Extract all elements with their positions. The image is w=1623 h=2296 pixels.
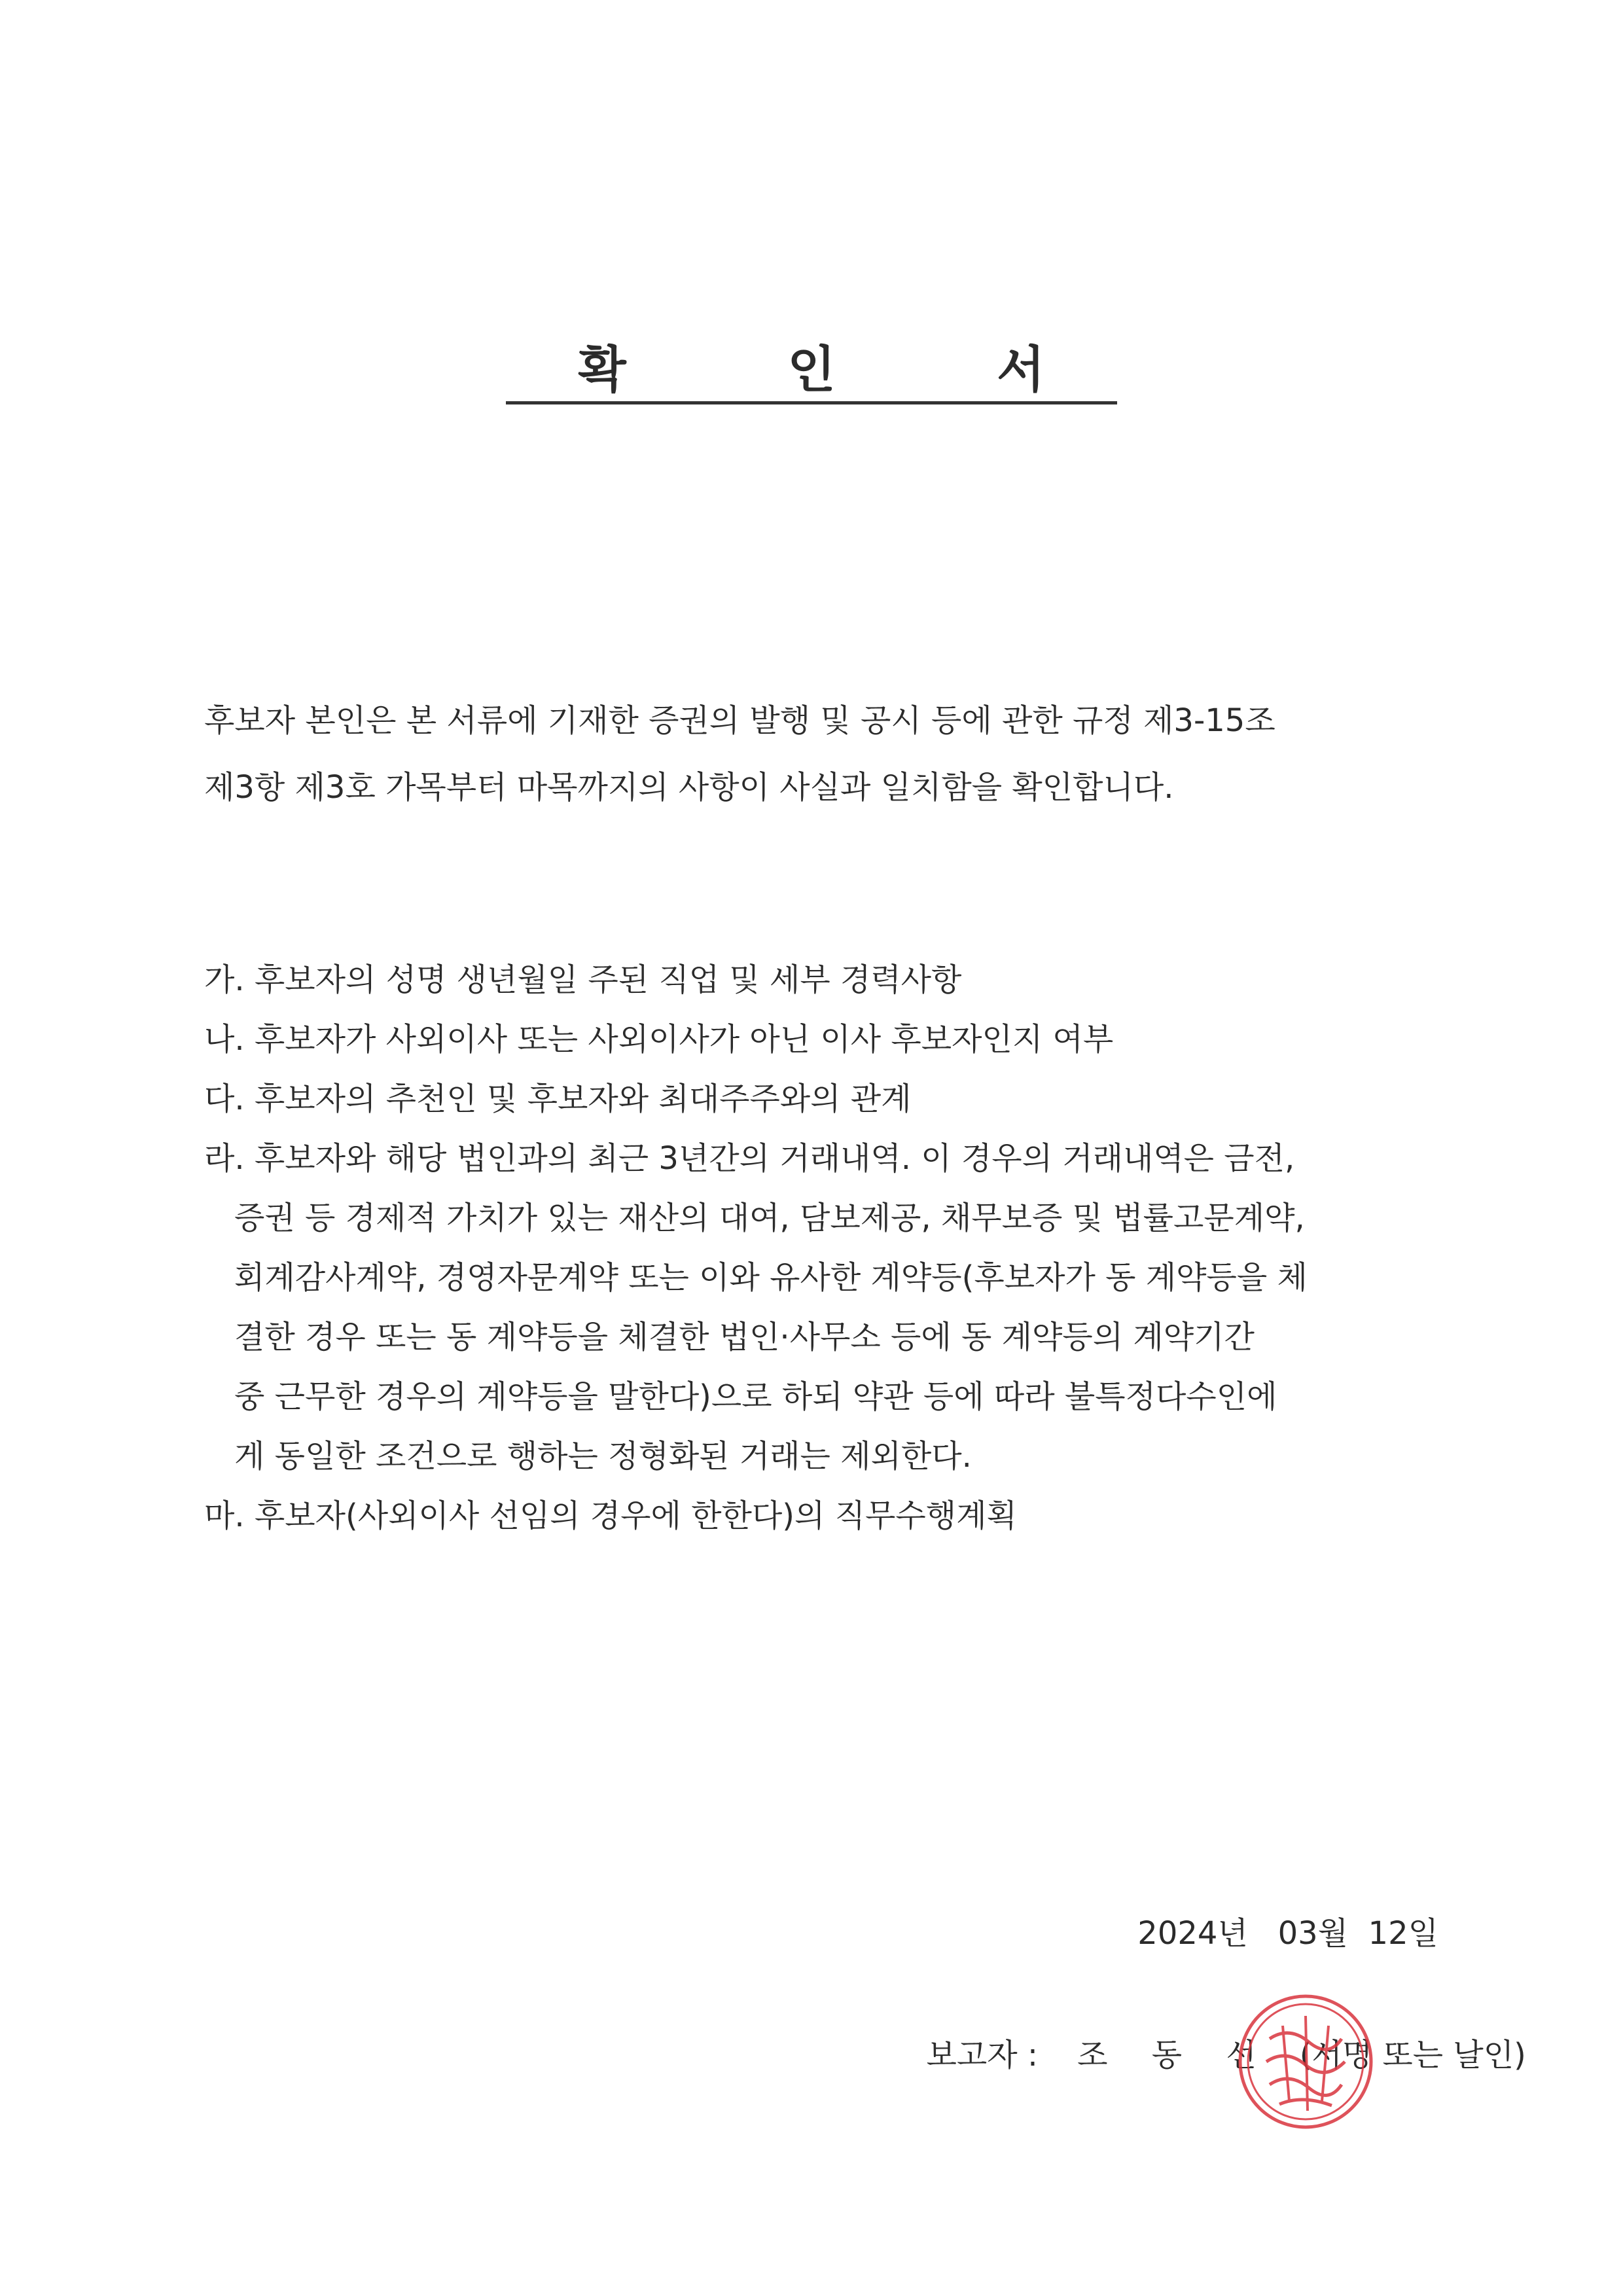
item-list — [204, 950, 1448, 1546]
document-title: 확 인 서 — [0, 340, 1623, 404]
list-item: 가. 후보자의 성명 생년월일 주된 직업 및 세부 경력사항 — [204, 961, 962, 998]
list-item-continuation: 증권 등 경제적 가치가 있는 재산의 대여, 담보제공, 채무보증 및 법률고문계약, — [234, 1200, 1305, 1236]
list-item-continuation: 중 근무한 경우의 계약등을 말한다)으로 하되 약관 등에 따라 불특정다수인에 — [234, 1378, 1277, 1415]
list-item: 다. 후보자의 추천인 및 후보자와 최대주주와의 관계 — [204, 1081, 912, 1117]
reporter-name: 조 동 선 — [1077, 2037, 1274, 2073]
document-date: 2024년 03월 12일 — [1137, 1915, 1438, 1952]
reporter-line — [906, 1993, 1526, 2075]
reporter-label: 보고자 : — [926, 2037, 1039, 2073]
intro-paragraph — [204, 687, 1448, 821]
list-item-continuation: 게 동일한 조건으로 행하는 정형화된 거래는 제외한다. — [234, 1438, 972, 1475]
list-item-continuation: 결한 경우 또는 동 계약등을 체결한 법인·사무소 등에 동 계약등의 계약기간 — [234, 1319, 1255, 1355]
list-item: 라. 후보자와 해당 법인과의 최근 3년간의 거래내역. 이 경우의 거래내역은 금전, — [204, 1140, 1295, 1177]
signature-label: (서명 또는 날인) — [1299, 2037, 1526, 2073]
list-item-continuation: 회계감사계약, 경영자문계약 또는 이와 유사한 계약등(후보자가 동 계약등을 체 — [234, 1259, 1308, 1296]
intro-line: 후보자 본인은 본 서류에 기재한 증권의 발행 및 공시 등에 관한 규정 제3-15조 — [204, 702, 1275, 739]
seal-stamp-icon — [1230, 1986, 1381, 2137]
intro-line: 제3항 제3호 가목부터 마목까지의 사항이 사실과 일치함을 확인합니다. — [204, 769, 1174, 806]
list-item: 마. 후보자(사외이사 선임의 경우에 한한다)의 직무수행계획 — [204, 1498, 1017, 1534]
list-item: 나. 후보자가 사외이사 또는 사외이사가 아닌 이사 후보자인지 여부 — [204, 1021, 1114, 1058]
